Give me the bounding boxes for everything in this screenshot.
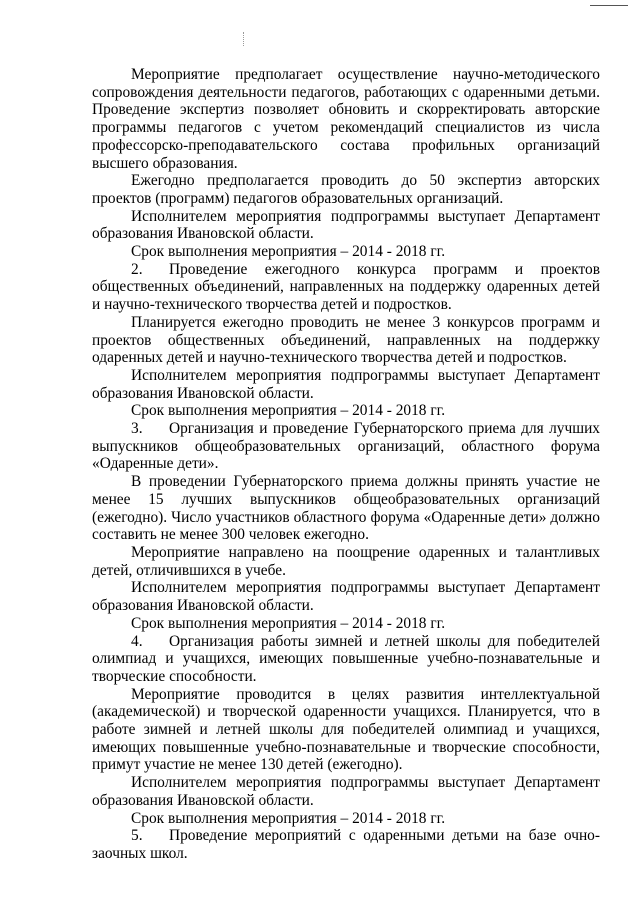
paragraph-deadline: Срок выполнения мероприятия – 2014 - 2018 гг. — [131, 614, 446, 632]
item-text: Организация и проведение Губернаторского приема для лучших выпускников общеобразовательных организаций, областного форума «Одаренные дети». — [92, 420, 600, 473]
paragraph-deadline: Срок выполнения мероприятия – 2014 - 2018 гг. — [131, 243, 446, 261]
paragraph-deadline: Срок выполнения мероприятия – 2014 - 2018 гг. — [131, 809, 446, 827]
item-number: 5. — [131, 827, 143, 845]
paragraph-expertise-purpose: Мероприятие предполагает осуществление научно-методического сопровождения деятельности педагогов, работающих с одаренными детьми. Проведение экспертиз позволяет обновить и скорректировать авторские программы педагогов с учетом рекомендаций специалистов из числа профессорско-преподавательского состава профильных организаций высшего образования. — [92, 66, 600, 172]
item-number: 2. — [131, 260, 143, 278]
paragraph-expertise-count: Ежегодно предполагается проводить до 50 экспертиз авторских проектов (программ) педагогов образовательных организаций. — [92, 172, 600, 207]
item-text: Проведение ежегодного конкурса программ и проектов общественных объединений, направленных на поддержку одаренных детей и научно-технического творчества детей и подростков. — [92, 260, 600, 314]
item-text: Организация работы зимней и летней школы для победителей олимпиад и учащихся, имеющих повышенные учебно-познавательные и творческие способности. — [92, 632, 600, 685]
paragraph-contest-plan: Планируется ежегодно проводить не менее 3 конкурсов программ и проектов общественных объединений, направленных на поддержку одаренных детей и научно-технического творчества детей и подростков. — [92, 313, 600, 367]
paragraph-executor: Исполнителем мероприятия подпрограммы выступает Департамент образования Ивановской области. — [92, 207, 600, 243]
numbered-item-3 — [92, 420, 600, 473]
paragraph-school-goal: Мероприятие проводится в целях развития интеллектуальной (академической) и творческой одаренности учащихся. Планируется, что в работе зимней и летней школы для победителей олимпиад и учащихся, имеющих повышенные учебно-познавательные и творческие способности, примут участие не менее 130 детей (ежегодно). — [92, 685, 600, 774]
numbered-item-4 — [92, 633, 600, 686]
item-number: 3. — [131, 420, 143, 438]
item-number: 4. — [131, 632, 143, 650]
paragraph-executor: Исполнителем мероприятия подпрограммы выступает Департамент образования Ивановской области. — [92, 579, 600, 615]
numbered-item-2 — [92, 261, 600, 314]
top-edge-line — [590, 5, 628, 6]
paragraph-reception-goal: Мероприятие направлено на поощрение одаренных и талантливых детей, отличившихся в учебе. — [92, 543, 600, 579]
paragraph-deadline: Срок выполнения мероприятия – 2014 - 2018 гг. — [131, 402, 446, 420]
item-text: Проведение мероприятий с одаренными детьми на базе очно-заочных школ. — [92, 827, 600, 862]
paragraph-reception-participants: В проведении Губернаторского приема должны принять участие не менее 15 лучших выпускников общеобразовательных организаций (ежегодно). Число участников областного форума «Одаренные дети» должно составить не менее 300 человек ежегодно. — [92, 473, 600, 544]
scan-mark — [243, 32, 246, 46]
paragraph-executor: Исполнителем мероприятия подпрограммы выступает Департамент образования Ивановской области. — [92, 774, 600, 809]
document-body — [92, 66, 600, 863]
paragraph-executor: Исполнителем мероприятия подпрограммы выступает Департамент образования Ивановской области. — [92, 366, 600, 402]
numbered-item-5 — [92, 827, 600, 862]
